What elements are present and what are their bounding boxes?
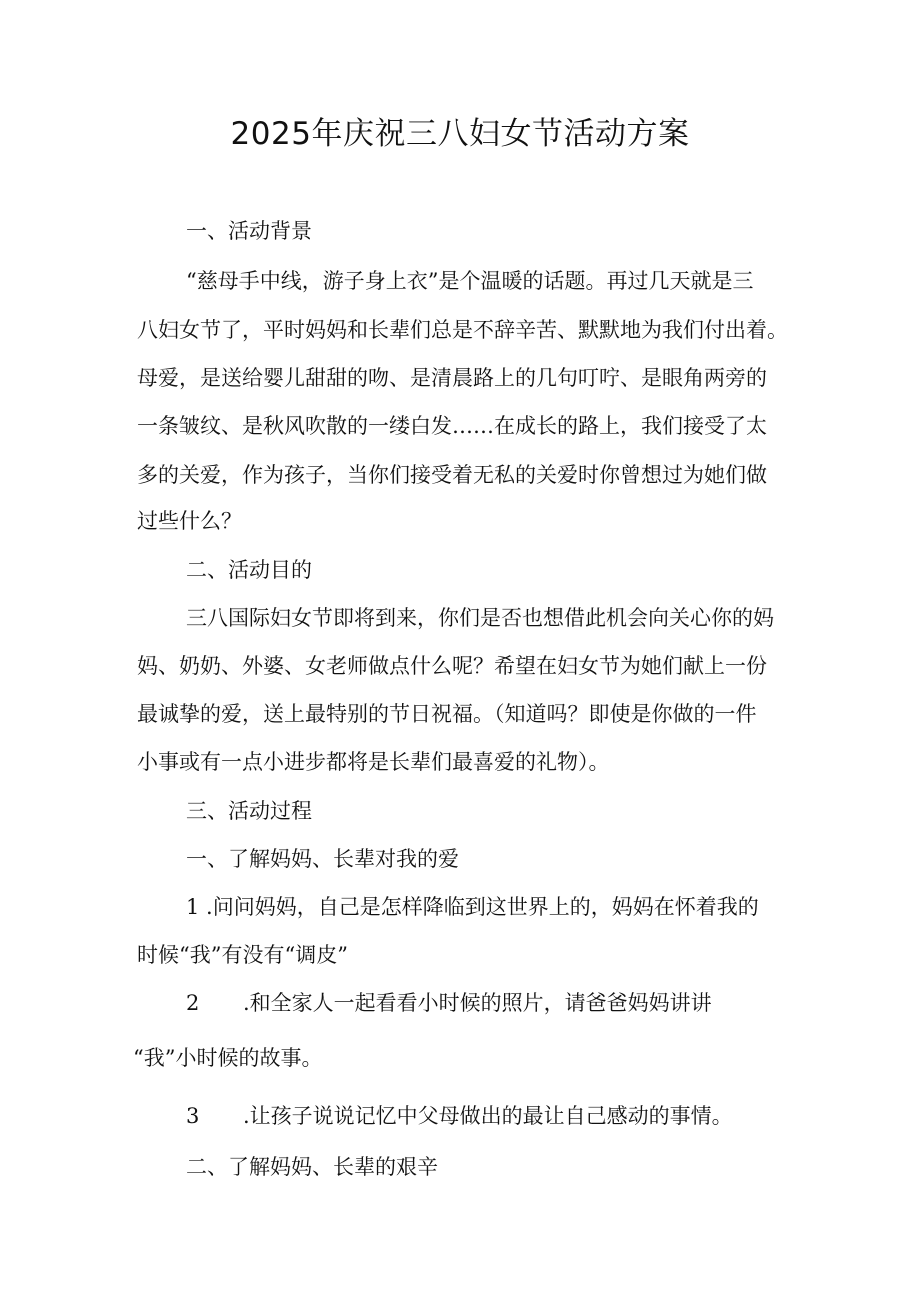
list-item-line: 1 .问问妈妈，自己是怎样降临到这世界上的，妈妈在怀着我的: [186, 895, 759, 919]
paragraph-line: 三八国际妇女节即将到来，你们是否也想借此机会向关心你的妈: [186, 606, 774, 630]
section-heading-goal: 二、活动目的: [186, 558, 312, 582]
list-item-line: 时候“我”有没有“调皮”: [137, 943, 348, 967]
list-item-number: 3: [186, 1104, 200, 1128]
paragraph-line: 多的关爱，作为孩子，当你们接受着无私的关爱时你曾想过为她们做: [137, 463, 767, 487]
sub-heading-love: 一、了解妈妈、长辈对我的爱: [186, 847, 459, 871]
list-item-number: 2: [186, 991, 200, 1015]
document-title: 2025年庆祝三八妇女节活动方案: [230, 116, 690, 152]
paragraph-line: 最诚挚的爱，送上最特别的节日祝福。（知道吗？即使是你做的一件: [137, 702, 757, 726]
list-item-line: .和全家人一起看看小时候的照片，请爸爸妈妈讲讲: [243, 991, 712, 1015]
list-item-line: .让孩子说说记忆中父母做出的最让自己感动的事情。: [243, 1104, 733, 1128]
list-item-line: “我”小时候的故事。: [133, 1046, 323, 1070]
paragraph-line: 过些什么？: [137, 509, 242, 533]
sub-heading-hardship: 二、了解妈妈、长辈的艰辛: [186, 1155, 438, 1179]
section-heading-process: 三、活动过程: [186, 799, 312, 823]
paragraph-line: 一条皱纹、是秋风吹散的一缕白发……在成长的路上，我们接受了太: [137, 414, 767, 438]
paragraph-line: 妈、奶奶、外婆、女老师做点什么呢？希望在妇女节为她们献上一份: [137, 654, 767, 678]
paragraph-line: “慈母手中线，游子身上衣”是个温暖的话题。再过几天就是三: [186, 269, 754, 293]
paragraph-line: 小事或有一点小进步都将是长辈们最喜爱的礼物）。: [137, 750, 610, 774]
paragraph-line: 母爱，是送给婴儿甜甜的吻、是清晨路上的几句叮咛、是眼角两旁的: [137, 366, 767, 390]
section-heading-background: 一、活动背景: [186, 219, 312, 243]
paragraph-line: 八妇女节了，平时妈妈和长辈们总是不辞辛苦、默默地为我们付出着。: [137, 318, 788, 342]
